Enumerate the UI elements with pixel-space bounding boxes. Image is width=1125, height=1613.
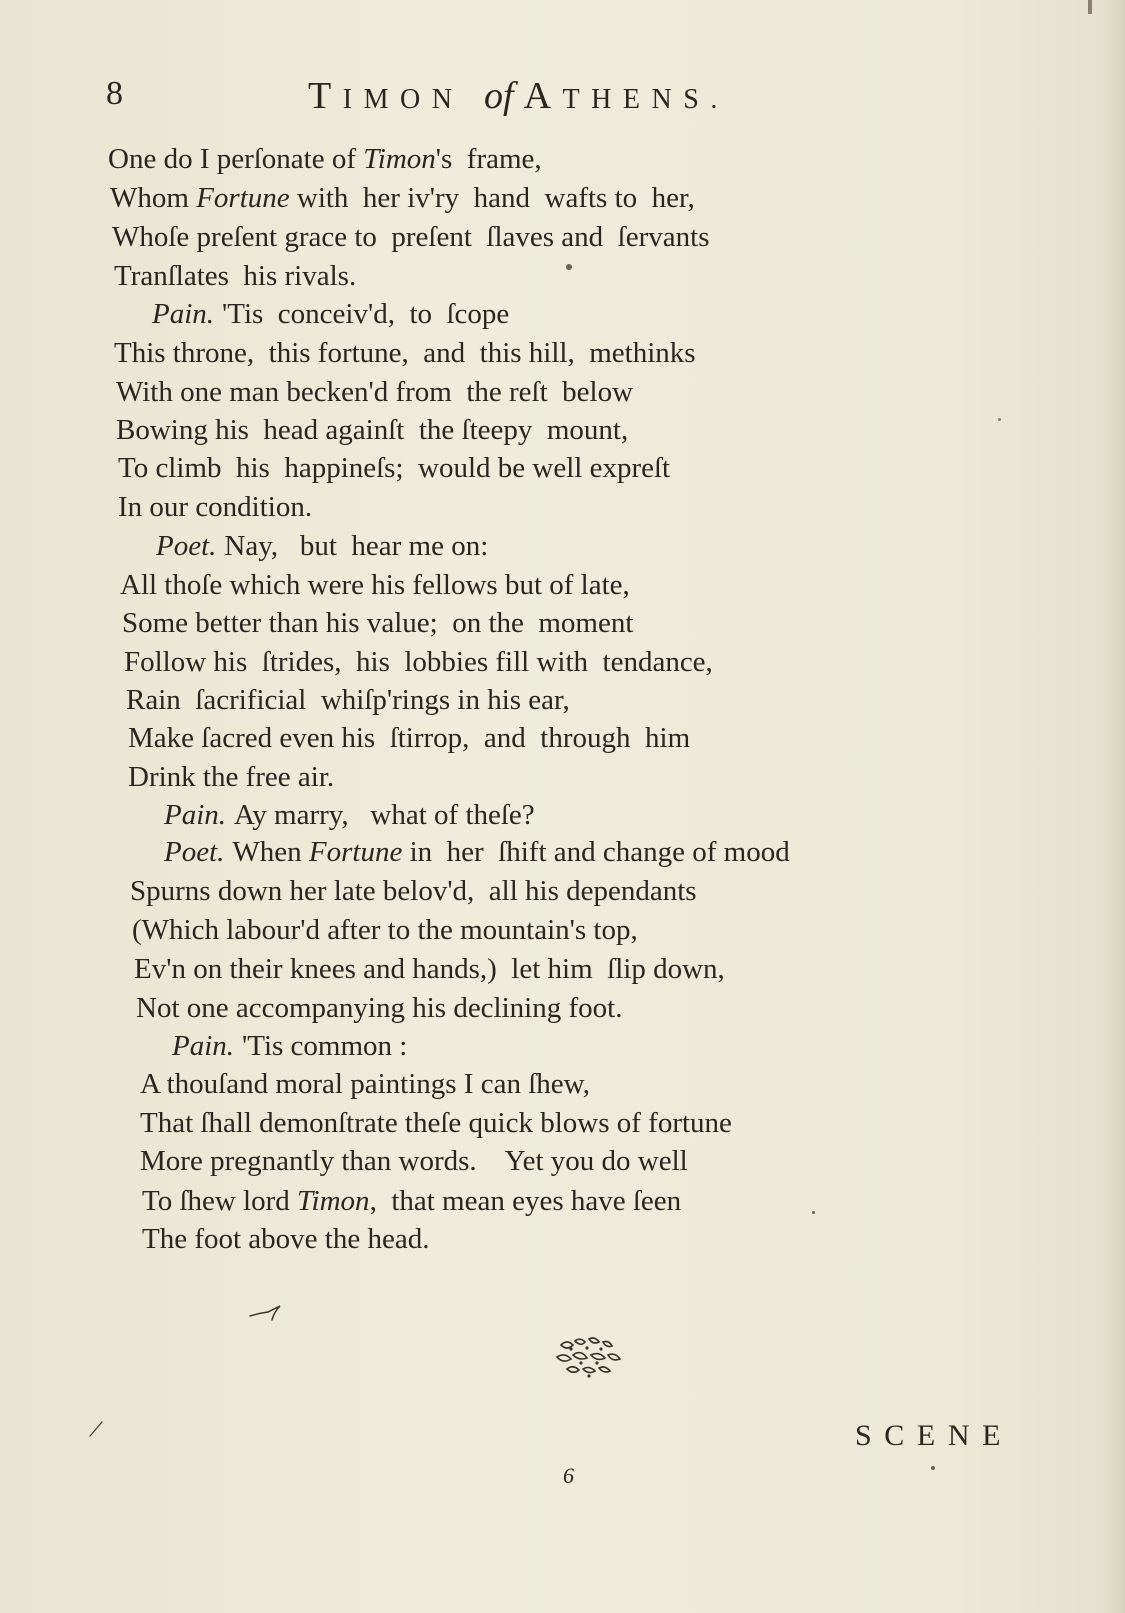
verse-line bbox=[118, 450, 670, 486]
line-text: To climb his happineſs; would be well expreſt bbox=[118, 452, 671, 484]
line-text: To ſhew lord bbox=[142, 1185, 298, 1217]
verse-line bbox=[142, 1221, 429, 1257]
speech-line bbox=[172, 1028, 407, 1064]
verse-line bbox=[142, 1183, 681, 1219]
ink-speck bbox=[998, 418, 1001, 421]
line-text: Bowing his head againſt the ſteepy mount, bbox=[116, 414, 629, 446]
verse-line bbox=[112, 219, 709, 255]
ink-speck bbox=[931, 1466, 935, 1470]
line-text: Whom bbox=[110, 182, 197, 214]
verse-line bbox=[116, 412, 628, 448]
line-text: All thoſe which were his fellows but of late, bbox=[120, 569, 630, 601]
verse-line bbox=[140, 1143, 688, 1179]
speaker-name: Poet. bbox=[156, 530, 217, 562]
pencil-tick-mark bbox=[88, 1420, 104, 1438]
edge-mark bbox=[1088, 0, 1092, 14]
line-text: In our condition. bbox=[118, 491, 313, 523]
speaker-name: Pain. bbox=[152, 298, 215, 330]
line-text: with her iv'ry hand wafts to her, bbox=[289, 182, 695, 214]
line-text: Rain ſacrificial whiſp'rings in his ear, bbox=[126, 684, 570, 716]
verse-line bbox=[114, 335, 696, 371]
title-of: of bbox=[484, 75, 514, 117]
verse-line bbox=[124, 644, 713, 680]
ink-speck bbox=[566, 264, 572, 270]
title-initial-t: T bbox=[308, 75, 343, 117]
line-text: A thouſand moral paintings I can ſhew, bbox=[140, 1068, 590, 1100]
verse-line bbox=[134, 951, 725, 987]
line-text: Tranſlates his rivals. bbox=[114, 260, 357, 292]
signature-mark: 6 bbox=[563, 1463, 574, 1488]
line-text: That ſhall demonſtrate theſe quick blows of fortune bbox=[140, 1107, 732, 1139]
speaker-name: Pain. bbox=[164, 799, 227, 831]
title-initial-a: A bbox=[523, 75, 563, 117]
verse-line bbox=[114, 258, 356, 294]
pencil-stroke-mark bbox=[248, 1302, 288, 1324]
verse-line bbox=[118, 489, 312, 525]
speech-line bbox=[152, 296, 509, 332]
line-text: Spurns down her late belov'd, all his dependants bbox=[130, 875, 697, 907]
speech-line bbox=[156, 528, 488, 564]
line-text: Make ſacred even his ſtirrop, and through him bbox=[128, 722, 691, 754]
line-text: Ev'n on their knees and hands,) let him ſlip down, bbox=[134, 953, 725, 985]
italic-name: Fortune bbox=[196, 182, 290, 214]
printers-ornament-icon bbox=[553, 1335, 625, 1381]
line-text: (Which labour'd after to the mountain's top, bbox=[132, 914, 638, 946]
line-text: This throne, this fortune, and this hill, methinks bbox=[114, 337, 696, 369]
page-number: 8 bbox=[106, 75, 123, 112]
speech-line bbox=[164, 797, 535, 833]
line-text: Nay, but hear me on: bbox=[224, 530, 489, 562]
verse-line bbox=[132, 912, 638, 948]
line-text: When bbox=[232, 836, 309, 868]
title-word-timon: IMON bbox=[342, 84, 464, 115]
line-text: Not one accompanying his declining foot. bbox=[136, 992, 623, 1024]
line-text: in her ſhift and change of mood bbox=[402, 836, 790, 868]
line-text: Follow his ſtrides, his lobbies fill with tendance, bbox=[124, 646, 713, 678]
verse-line bbox=[136, 990, 622, 1026]
line-text: 'Tis common : bbox=[242, 1030, 408, 1062]
verse-line bbox=[128, 759, 334, 795]
italic-name: Timon bbox=[297, 1185, 370, 1217]
verse-line bbox=[120, 567, 630, 603]
line-text: More pregnantly than words. Yet you do well bbox=[140, 1145, 688, 1177]
catchword: SCENE bbox=[855, 1419, 1014, 1452]
verse-line bbox=[108, 141, 542, 177]
verse-line bbox=[140, 1105, 732, 1141]
line-text: Ay marry, what of theſe? bbox=[234, 799, 535, 831]
title-word-athens: THENS. bbox=[562, 84, 729, 115]
ink-speck bbox=[812, 1211, 815, 1214]
line-text: Whoſe preſent grace to preſent ſlaves and ſervants bbox=[112, 221, 710, 253]
line-text: 'Tis conceiv'd, to ſcope bbox=[222, 298, 510, 330]
speaker-name: Poet. bbox=[164, 836, 225, 868]
speaker-name: Pain. bbox=[172, 1030, 235, 1062]
verse-line bbox=[128, 720, 690, 756]
line-text: The foot above the head. bbox=[142, 1223, 430, 1255]
verse-line bbox=[116, 374, 633, 410]
line-text: With one man becken'd from the reſt below bbox=[116, 376, 634, 408]
verse-line bbox=[110, 180, 695, 216]
line-text: Drink the free air. bbox=[128, 761, 335, 793]
line-text: Some better than his value; on the moment bbox=[122, 607, 634, 639]
line-text: , that mean eyes have ſeen bbox=[369, 1185, 682, 1217]
verse-line bbox=[122, 605, 633, 641]
speech-line bbox=[164, 834, 790, 870]
line-text: One do I perſonate of bbox=[108, 143, 364, 175]
italic-name: Fortune bbox=[308, 836, 403, 868]
verse-line bbox=[140, 1066, 590, 1102]
line-text: 's frame, bbox=[435, 143, 542, 175]
verse-line bbox=[126, 682, 570, 718]
italic-name: Timon bbox=[363, 143, 436, 175]
verse-line bbox=[130, 873, 697, 909]
